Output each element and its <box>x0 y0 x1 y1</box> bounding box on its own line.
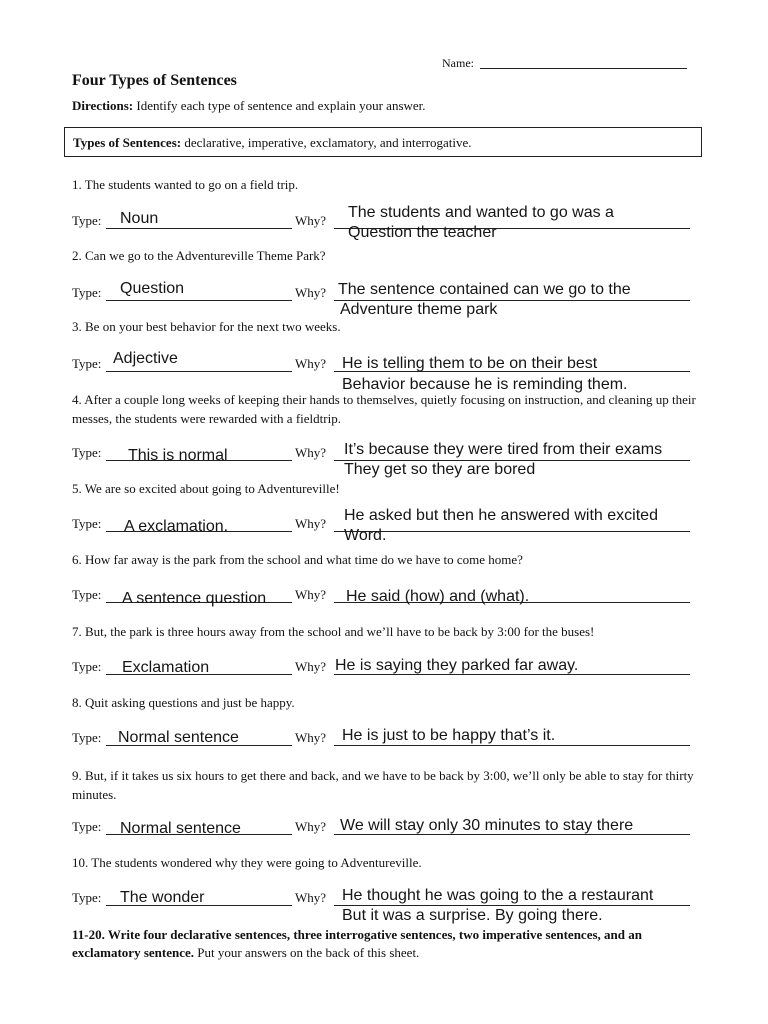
type-answer-9: Normal sentence <box>120 820 241 837</box>
question-10: 10. The students wondered why they were going to Adventureville. <box>72 855 422 870</box>
why-label: Why? <box>295 659 327 674</box>
type-label: Type: <box>72 516 102 531</box>
types-list: declarative, imperative, exclamatory, and interrogative. <box>181 135 472 150</box>
question-6: 6. How far away is the park from the school and what time do we have to come home? <box>72 552 523 567</box>
directions-text: Identify each type of sentence and explain your answer. <box>133 98 426 113</box>
type-answer-4: This is normal <box>128 447 228 464</box>
page-title: Four Types of Sentences <box>72 72 237 89</box>
why-answer-4: It’s because they were tired from their exams <box>344 441 663 458</box>
question-8: 8. Quit asking questions and just be happy. <box>72 695 295 710</box>
why-answer-4-cut <box>344 461 684 478</box>
type-answer-2: Question <box>120 280 185 297</box>
why-answer-6: He said (how) and (what). <box>346 588 530 605</box>
type-answer-8: Normal sentence <box>118 729 239 746</box>
why-label: Why? <box>295 587 327 602</box>
why-answer-5: He asked but then he answered with excited <box>344 507 658 524</box>
why-answer-7: He is saying they parked far away. <box>335 657 579 674</box>
type-answer-10: The wonder <box>120 889 205 906</box>
why-label: Why? <box>295 213 327 228</box>
type-label: Type: <box>72 659 102 674</box>
why-label: Why? <box>295 819 327 834</box>
why-answer-10: He thought he was going to the a restaurant <box>342 887 654 904</box>
type-answer-7: Exclamation <box>122 659 210 676</box>
why-label: Why? <box>295 516 327 531</box>
why-answer-2-cut <box>340 301 680 318</box>
type-answer-3: Adjective <box>113 350 178 367</box>
directions-label: Directions: <box>72 98 134 113</box>
name-field-line[interactable] <box>480 68 687 69</box>
type-answer-1: Noun <box>120 210 159 227</box>
why-answer-3: He is telling them to be on their best <box>342 355 598 372</box>
why-answer-1-line-2: Question the teacher <box>348 224 497 241</box>
type-label: Type: <box>72 213 102 228</box>
final-instructions <box>72 926 700 962</box>
type-label: Type: <box>72 285 102 300</box>
question-9: 9. But, if it takes us six hours to get there and back, and we have to be back by 3:00, we’ll only be able to stay for thirty minutes. <box>72 768 694 802</box>
why-answer-9: We will stay only 30 minutes to stay there <box>340 817 634 834</box>
type-label: Type: <box>72 890 102 905</box>
type-answer-5: A exclamation. <box>124 518 229 535</box>
types-label: Types of Sentences: <box>73 135 182 150</box>
why-label: Why? <box>295 730 327 745</box>
final-instructions-bold: 11-20. Write four declarative sentences, three interrogative sentences, two imperative sentences, and an exclamatory sentence. <box>72 927 642 960</box>
why-label: Why? <box>295 445 327 460</box>
why-answer-2-line-2: Adventure theme park <box>340 301 498 318</box>
why-label: Why? <box>295 890 327 905</box>
type-label: Type: <box>72 445 102 460</box>
why-answer-3-line-2: Behavior because he is reminding them. <box>342 376 628 393</box>
why-answer-1: The students and wanted to go was a <box>348 204 614 221</box>
why-answer-1-cut <box>348 224 688 241</box>
question-1: 1. The students wanted to go on a field trip. <box>72 177 299 192</box>
type-label: Type: <box>72 356 102 371</box>
why-label: Why? <box>295 356 327 371</box>
types-of-sentences <box>73 135 472 151</box>
question-4: 4. After a couple long weeks of keeping their hands to themselves, quietly focusing on instruction, and cleaning up their messes, the students were rewarded with a fieldtrip. <box>72 392 696 426</box>
final-instructions-text: Put your answers on the back of this sheet. <box>194 945 420 960</box>
question-2: 2. Can we go to the Adventureville Theme Park? <box>72 248 326 263</box>
question-5: 5. We are so excited about going to Adventureville! <box>72 481 340 496</box>
type-label: Type: <box>72 587 102 602</box>
question-3: 3. Be on your best behavior for the next two weeks. <box>72 319 341 334</box>
why-answer-10-line-2: But it was a surprise. By going there. <box>342 907 603 924</box>
type-label: Type: <box>72 819 102 834</box>
type-label: Type: <box>72 730 102 745</box>
name-label: Name: <box>442 56 474 70</box>
why-answer-5-line-2: Word. <box>344 527 387 544</box>
why-answer-8: He is just to be happy that’s it. <box>342 727 556 744</box>
why-answer-2: The sentence contained can we go to the <box>338 281 631 298</box>
why-label: Why? <box>295 285 327 300</box>
why-answer-4-line-2: They get so they are bored <box>344 461 536 478</box>
directions <box>72 98 426 114</box>
question-7: 7. But, the park is three hours away from the school and we’ll have to be back by 3:00 for the buses! <box>72 624 595 639</box>
why-answer-5-cut <box>344 527 684 544</box>
type-answer-6: A sentence question <box>122 590 267 607</box>
